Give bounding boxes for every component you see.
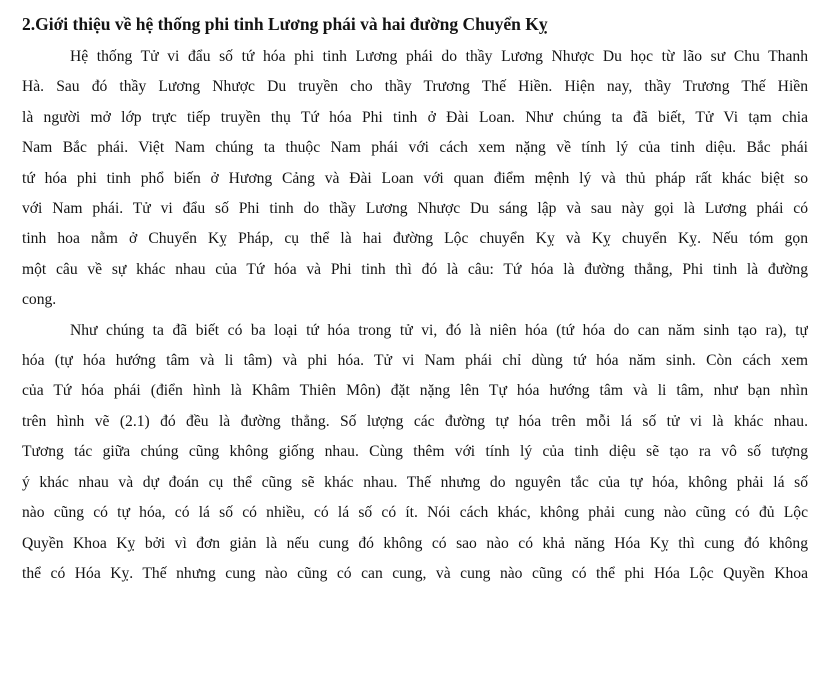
paragraph-line: Như chúng ta đã biết có ba loại tứ hóa trong tử vi, đó là niên hóa (tứ hóa do can năm sinh tạo ra), tự [70, 321, 808, 339]
paragraph-line: cong. [22, 291, 57, 309]
paragraph-line: một câu về sự khác nhau của Tứ hóa và Phi tinh thì đó là câu: Tứ hóa là đường thẳng, Phi tinh là đường [22, 260, 808, 278]
paragraph-line: Hệ thống Tử vi đẩu số tứ hóa phi tinh Lương phái do thầy Lương Nhược Du học từ lão sư Chu Thanh [70, 48, 808, 65]
paragraph-line: hóa (tự hóa hướng tâm và li tâm) và phi hóa. Tử vi Nam phái chỉ dùng tứ hóa năm sinh. Còn cách xem [22, 352, 808, 370]
paragraph-1 [22, 42, 808, 316]
paragraph-line: tứ hóa phi tinh phổ biến ở Hương Cảng và Đài Loan với quan điểm mệnh lý và thủ pháp rất khác biệt so [22, 169, 808, 187]
section-heading: 2.Giới thiệu về hệ thống phi tinh Lương phái và hai đường Chuyển Kỵ [22, 14, 548, 34]
paragraph-line: với Nam phái. Tử vi đẩu số Phi tinh do thầy Lương Nhược Du sáng lập và sau này gọi là Lương phái có [22, 200, 808, 218]
paragraph-line: trên hình vẽ (2.1) đó đều là đường thẳng. Số lượng các đường tự hóa trên mỗi lá số tử vi là khác nhau. [22, 412, 808, 430]
paragraph-line: Quyền Khoa Kỵ bởi vì đơn giản là nếu cung đó không có sao nào có khả năng Hóa Kỵ thì cung đó không [22, 534, 808, 552]
paragraph-line: thể có Hóa Kỵ. Thế nhưng cung nào cũng có can cung, và cung nào cũng có thể phi Hóa Lộc Quyền Khoa [22, 564, 808, 582]
paragraph-line: tinh hoa nằm ở Chuyển Kỵ Pháp, cụ thể là hai đường Lộc chuyển Kỵ và Kỵ chuyển Kỵ. Nếu tóm gọn [22, 230, 808, 248]
paragraph-2 [22, 316, 808, 590]
paragraph-line: nào cũng có tự hóa, có lá số có nhiều, có lá số có ít. Nói cách khác, không phải cung nào cũng có đủ Lộc [22, 504, 808, 522]
paragraph-line: ý khác nhau và dự đoán cụ thể cũng sẽ khác nhau. Thế nhưng do nguyên tắc của tự hóa, không phải lá số [22, 473, 808, 491]
paragraph-line: của Tứ hóa phái (điển hình là Khâm Thiên Môn) đặt nặng lên Tự hóa hướng tâm và li tâm, như bạn nhìn [22, 382, 808, 400]
paragraph-line: Hà. Sau đó thầy Lương Nhược Du truyền cho thầy Trương Thế Hiền. Hiện nay, thầy Trương Thế Hiền [22, 78, 808, 96]
paragraph-line: Nam Bắc phái. Việt Nam chúng ta thuộc Nam phái với cách xem nặng về tính lý của tinh diệu. Bắc phái [22, 139, 808, 157]
paragraph-line: Tương tác giữa chúng cũng không giống nhau. Cùng thêm với tính lý của tinh diệu sẽ tạo ra vô số tượng [22, 443, 808, 461]
paragraph-line: là người mở lớp trực tiếp truyền thụ Tứ hóa Phi tinh ở Đài Loan. Như chúng ta đã biết, Tử Vi tạm chia [22, 108, 808, 126]
